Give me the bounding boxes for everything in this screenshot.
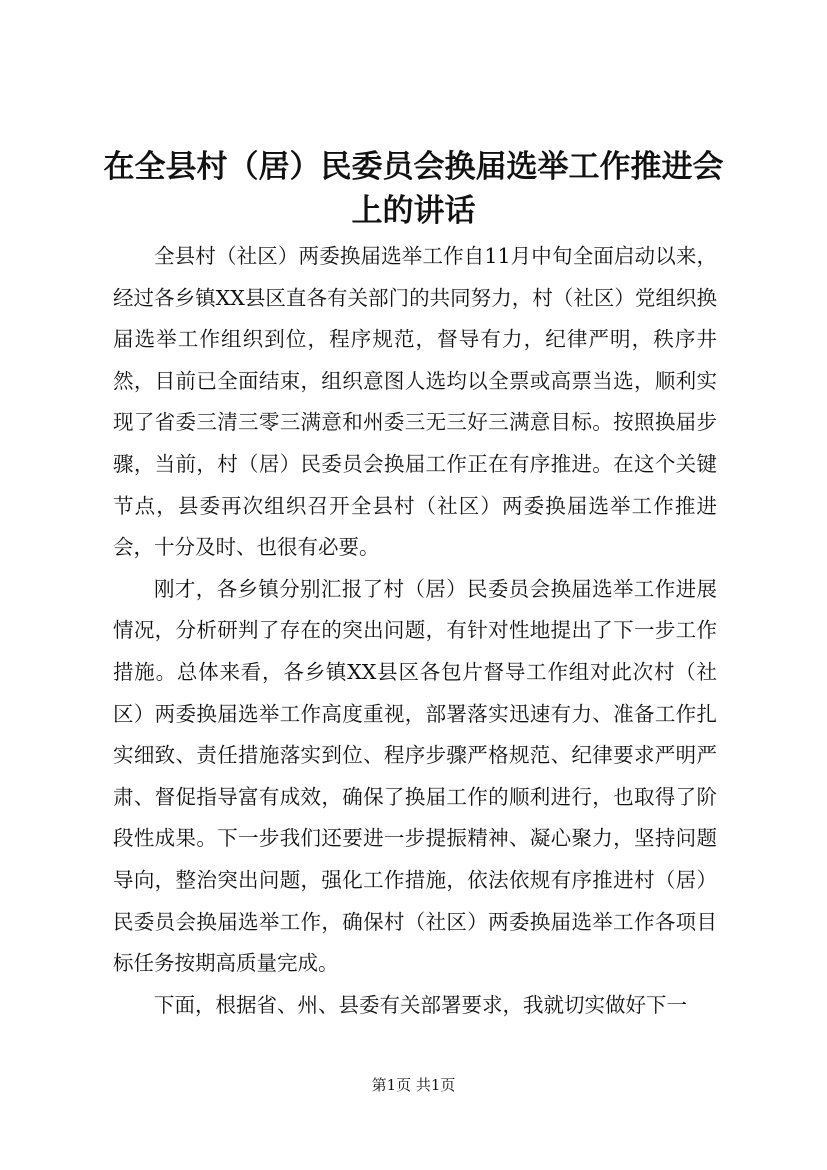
paragraph-2: 刚才，各乡镇分别汇报了村（居）民委员会换届选举工作进展情况，分析研判了存在的突出问题，有针对性地提出了下一步工作措施。总体来看，各乡镇XX县区各包片督导工作组对此次村（社区）两委换届选举工作高度重视，部署落实迅速有力、准备工作扎实细致、责任措施落实到位、程序步骤严格规范、纪律要求严明严肃、督促指导富有成效，确保了换届工作的顺利进行，也取得了阶段性成果。下一步我们还要进一步提振精神、凝心聚力，坚持问题导向，整治突出问题，强化工作措施，依法依规有序推进村（居）民委员会换届选举工作，确保村（社区）两委换届选举工作各项目标任务按期高质量完成。 [113, 576, 717, 976]
page-number-footer: 第1页 共1页 [371, 1076, 456, 1094]
paragraph-3: 下面，根据省、州、县委有关部署要求，我就切实做好下一 [154, 992, 687, 1017]
paragraph-1: 全县村（社区）两委换届选举工作自11月中旬全面启动以来，经过各乡镇XX县区直各有关部门的共同努力，村（社区）党组织换届选举工作组织到位，程序规范，督导有力，纪律严明，秩序井然，目前已全面结束，组织意图人选均以全票或高票当选，顺利实现了省委三清三零三满意和州委三无三好三满意目标。按照换届步骤，当前，村（居）民委员会换届工作正在有序推进。在这个关键节点，县委再次组织召开全县村（社区）两委换届选举工作推进会，十分及时、也很有必要。 [113, 244, 717, 560]
document-title: 在全县村（居）民委员会换届选举工作推进会上的讲话 [103, 149, 724, 229]
document-body [113, 236, 717, 1026]
